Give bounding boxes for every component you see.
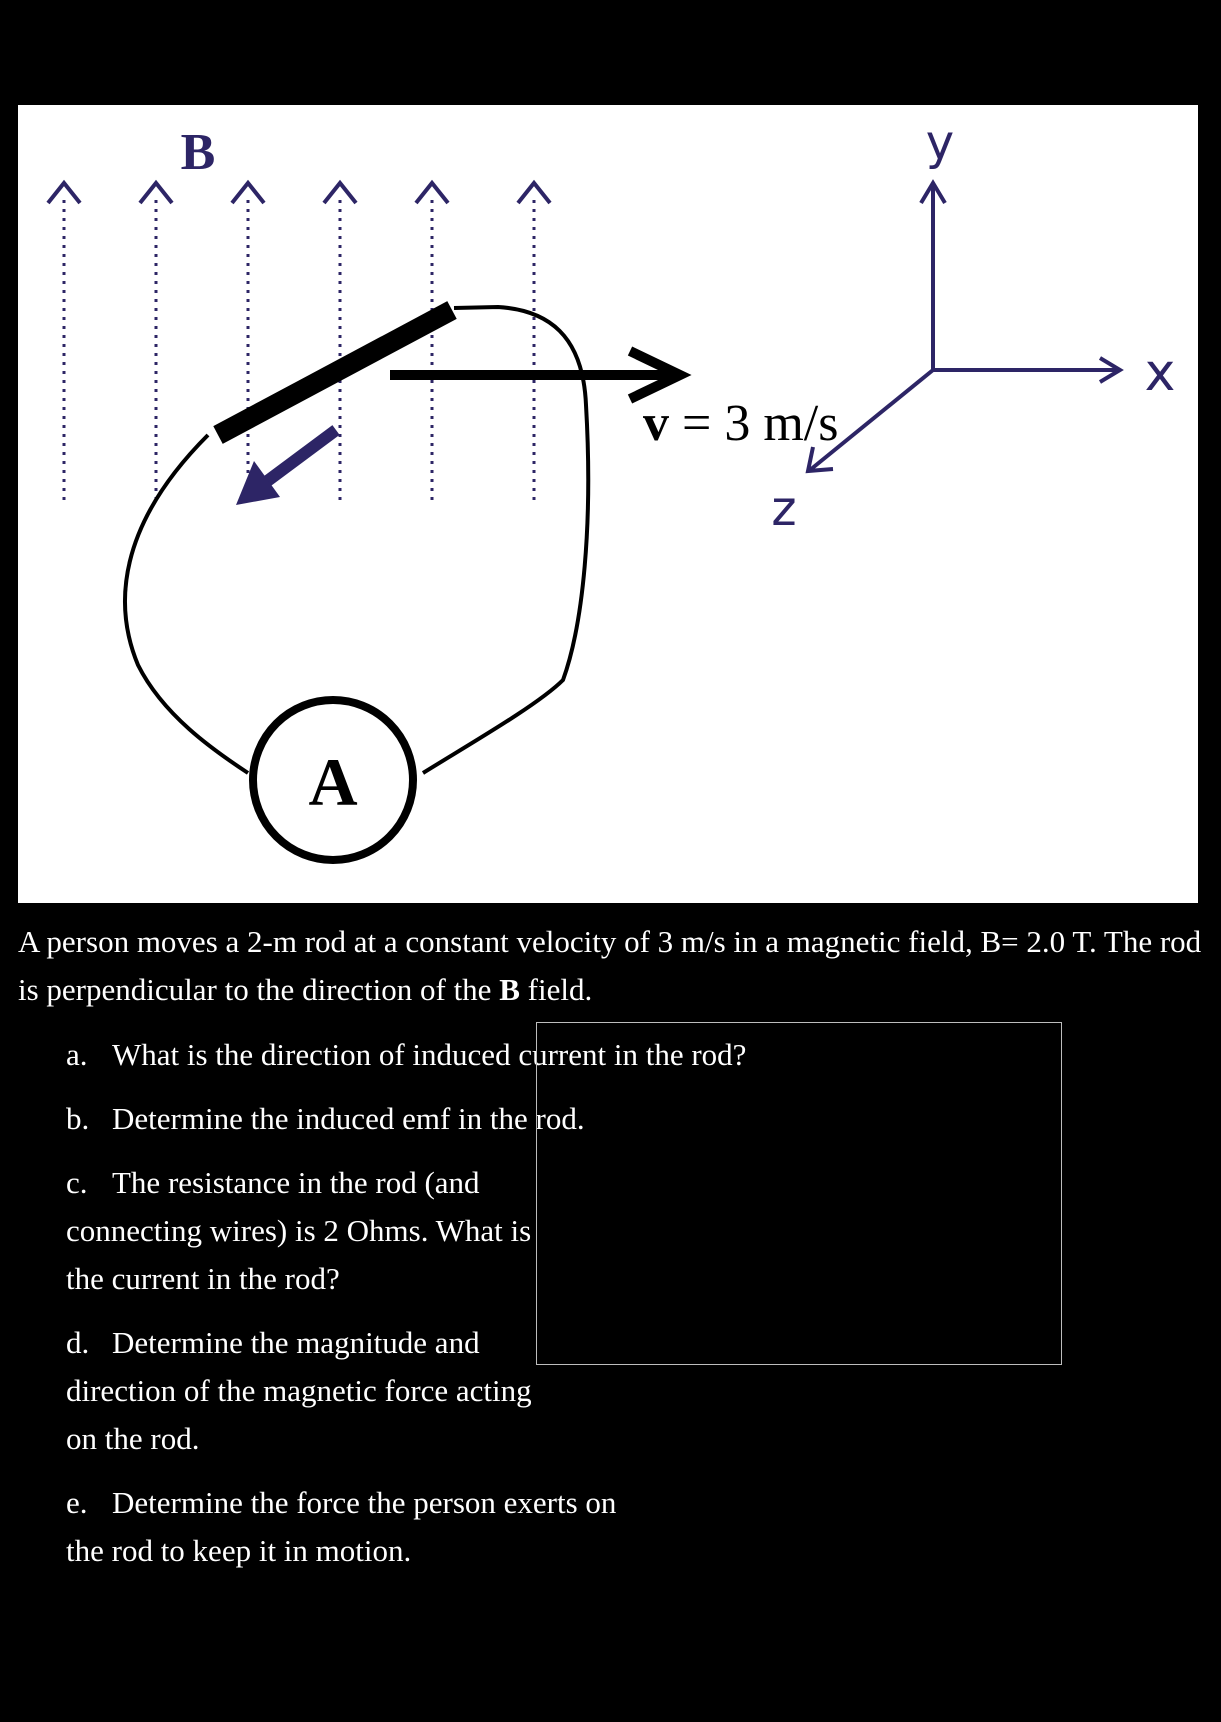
field-line	[232, 183, 264, 500]
ammeter	[253, 700, 413, 860]
coordinate-axes	[808, 183, 1120, 471]
answer-box[interactable]	[536, 1022, 1062, 1365]
question-d	[66, 1319, 536, 1463]
question-text: Determine the force the person exerts on the rod to keep it in motion.	[66, 1485, 617, 1568]
axis-label-x: x	[1144, 343, 1176, 403]
problem-text-bold-b: B	[499, 972, 520, 1007]
question-letter: c.	[66, 1165, 88, 1200]
axis-label-z: z	[771, 481, 797, 537]
current-arrow	[236, 430, 336, 505]
question-text: The resistance in the rod (and connecting wires) is 2 Ohms. What is the current in the rod?	[66, 1165, 532, 1296]
question-letter: d.	[66, 1325, 90, 1360]
question-c	[66, 1159, 536, 1303]
field-line	[140, 183, 172, 500]
question-text: Determine the induced emf in the rod.	[112, 1101, 585, 1136]
field-line	[416, 183, 448, 500]
question-text: Determine the magnitude and direction of the magnetic force acting on the rod.	[66, 1325, 532, 1456]
question-letter: a.	[66, 1037, 88, 1072]
question-e	[66, 1479, 626, 1575]
question-text: What is the direction of induced current in the rod?	[112, 1037, 747, 1072]
ammeter-label: A	[308, 744, 358, 820]
field-label: B	[180, 124, 216, 181]
question-letter: b.	[66, 1101, 90, 1136]
wire-left	[125, 435, 248, 773]
problem-text-part1: A person moves a 2-m rod at a constant velocity of 3 m/s in a magnetic field, B= 2.0 T. The rod is perpendicular to the direction of the	[18, 924, 1202, 1007]
problem-text-part2: field.	[519, 972, 593, 1007]
problem-statement	[18, 918, 1208, 1014]
diagram-panel	[18, 105, 1198, 903]
question-letter: e.	[66, 1485, 88, 1520]
velocity-label: v = 3 m/s	[643, 395, 839, 452]
axis-label-y: y	[925, 115, 955, 171]
field-line	[48, 183, 80, 500]
field-line	[518, 183, 550, 500]
induction-diagram	[18, 105, 1198, 903]
field-line	[324, 183, 356, 500]
